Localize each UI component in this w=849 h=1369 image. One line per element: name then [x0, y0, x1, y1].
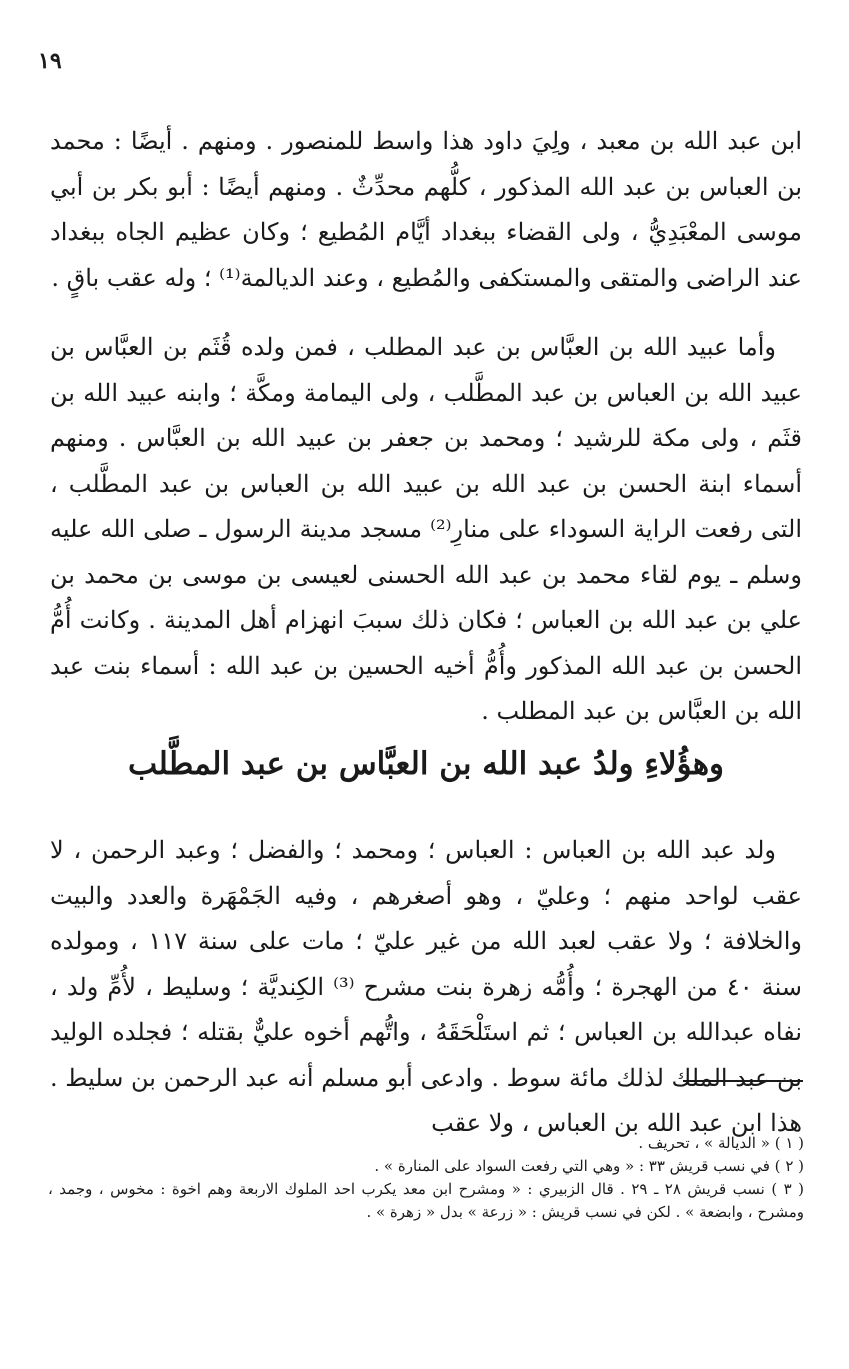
footnote-divider	[683, 1080, 803, 1082]
page-number: ١٩	[38, 48, 62, 74]
section-heading: وهؤُلاءِ ولدُ عبد الله بن العبَّاس بن عبد المطَّلب	[127, 745, 725, 782]
footnote-3: ( ٣ ) نسب قريش ٢٨ ـ ٢٩ . قال الزبيري : « ومشرح ابن معد يكرب احد الملوك الاربعة وهم اخوة : مخوس ، وجمد ، ومشرح ، وابضعة » . لكن في نسب قريش : « زرعة » بدل « زهرة » .	[48, 1180, 804, 1221]
paragraph-1: ابن عبد الله بن معبد ، ولِيَ داود هذا واسط للمنصور . ومنهم . أيضًا : محمد بن العباس بن عبد الله المذكور ، كلُّهم محدِّثٌ . ومنهم أيضًا : أبو بكر بن أبي موسى المعْبَدِيُّ ، ولى القضاء ببغداد أيَّام المُطيع ؛ وكان عظيم الجاه ببغداد عند الراضى والمتقى والمستكفى والمُطيع ، وعند الديالمة⁽¹⁾ ؛ وله عقب باقٍ .	[50, 127, 802, 292]
footnote-2: ( ٢ ) في نسب قريش ٣٣ : « وهي التي رفعت السواد على المنارة » .	[374, 1157, 804, 1175]
footnotes-block	[48, 1132, 804, 1224]
paragraph-3: ولد عبد الله بن العباس : العباس ؛ ومحمد ؛ والفضل ؛ وعبد الرحمن ، لا عقب لواحد منهم ؛ وعليّ ، وهو أصغرهم ، وفيه الجَمْهَرة والعدد والبيت والخلافة ؛ ولا عقب لعبد الله من غير عليّ ؛ مات على سنة ١١٧ ، ومولده سنة ٤٠ من الهجرة ؛ وأُمُّه زهرة بنت مشرح ⁽³⁾ الكِنديَّة ؛ وسليط ، لأُمِّ ولد ، نفاه عبدالله بن العباس ؛ ثم استَلْحَقَهُ ، واتُّهم أخوه عليٌّ بقتله ؛ فجلده الوليد بن عبد الملك لذلك مائة سوط . وادعى أبو مسلم أنه عبد الرحمن بن سليط . هذا ابن عبد الله بن العباس ، ولا عقب	[50, 836, 802, 1137]
footnote-1: ( ١ ) « الديالة » ، تحريف .	[638, 1134, 804, 1152]
paragraph-2: وأما عبيد الله بن العبَّاس بن عبد المطلب ، فمن ولده قُثَم بن العبَّاس بن عبيد الله بن العباس بن عبد المطَّلب ، ولى اليمامة ومكَّة ؛ وابنه عبيد الله بن قثَم ، ولى مكة للرشيد ؛ ومحمد بن جعفر بن عبيد الله بن العبَّاس . ومنهم أسماء ابنة الحسن بن عبد الله بن عبيد الله بن العباس بن عبد المطَّلب ، التى رفعت الراية السوداء على منارِ⁽²⁾ مسجد مدينة الرسول ـ صلى الله عليه وسلم ـ يوم لقاء محمد بن عبد الله الحسنى لعيسى بن موسى بن محمد بن علي بن عبد الله بن العباس ؛ فكان ذلك سببَ انهزام أهل المدينة . وكانت أُمُّ الحسن بن عبد الله المذكور وأُمُّ أخيه الحسين بن عبد الله : أسماء بنت عبد الله بن العبَّاس بن عبد المطلب .	[50, 333, 803, 725]
